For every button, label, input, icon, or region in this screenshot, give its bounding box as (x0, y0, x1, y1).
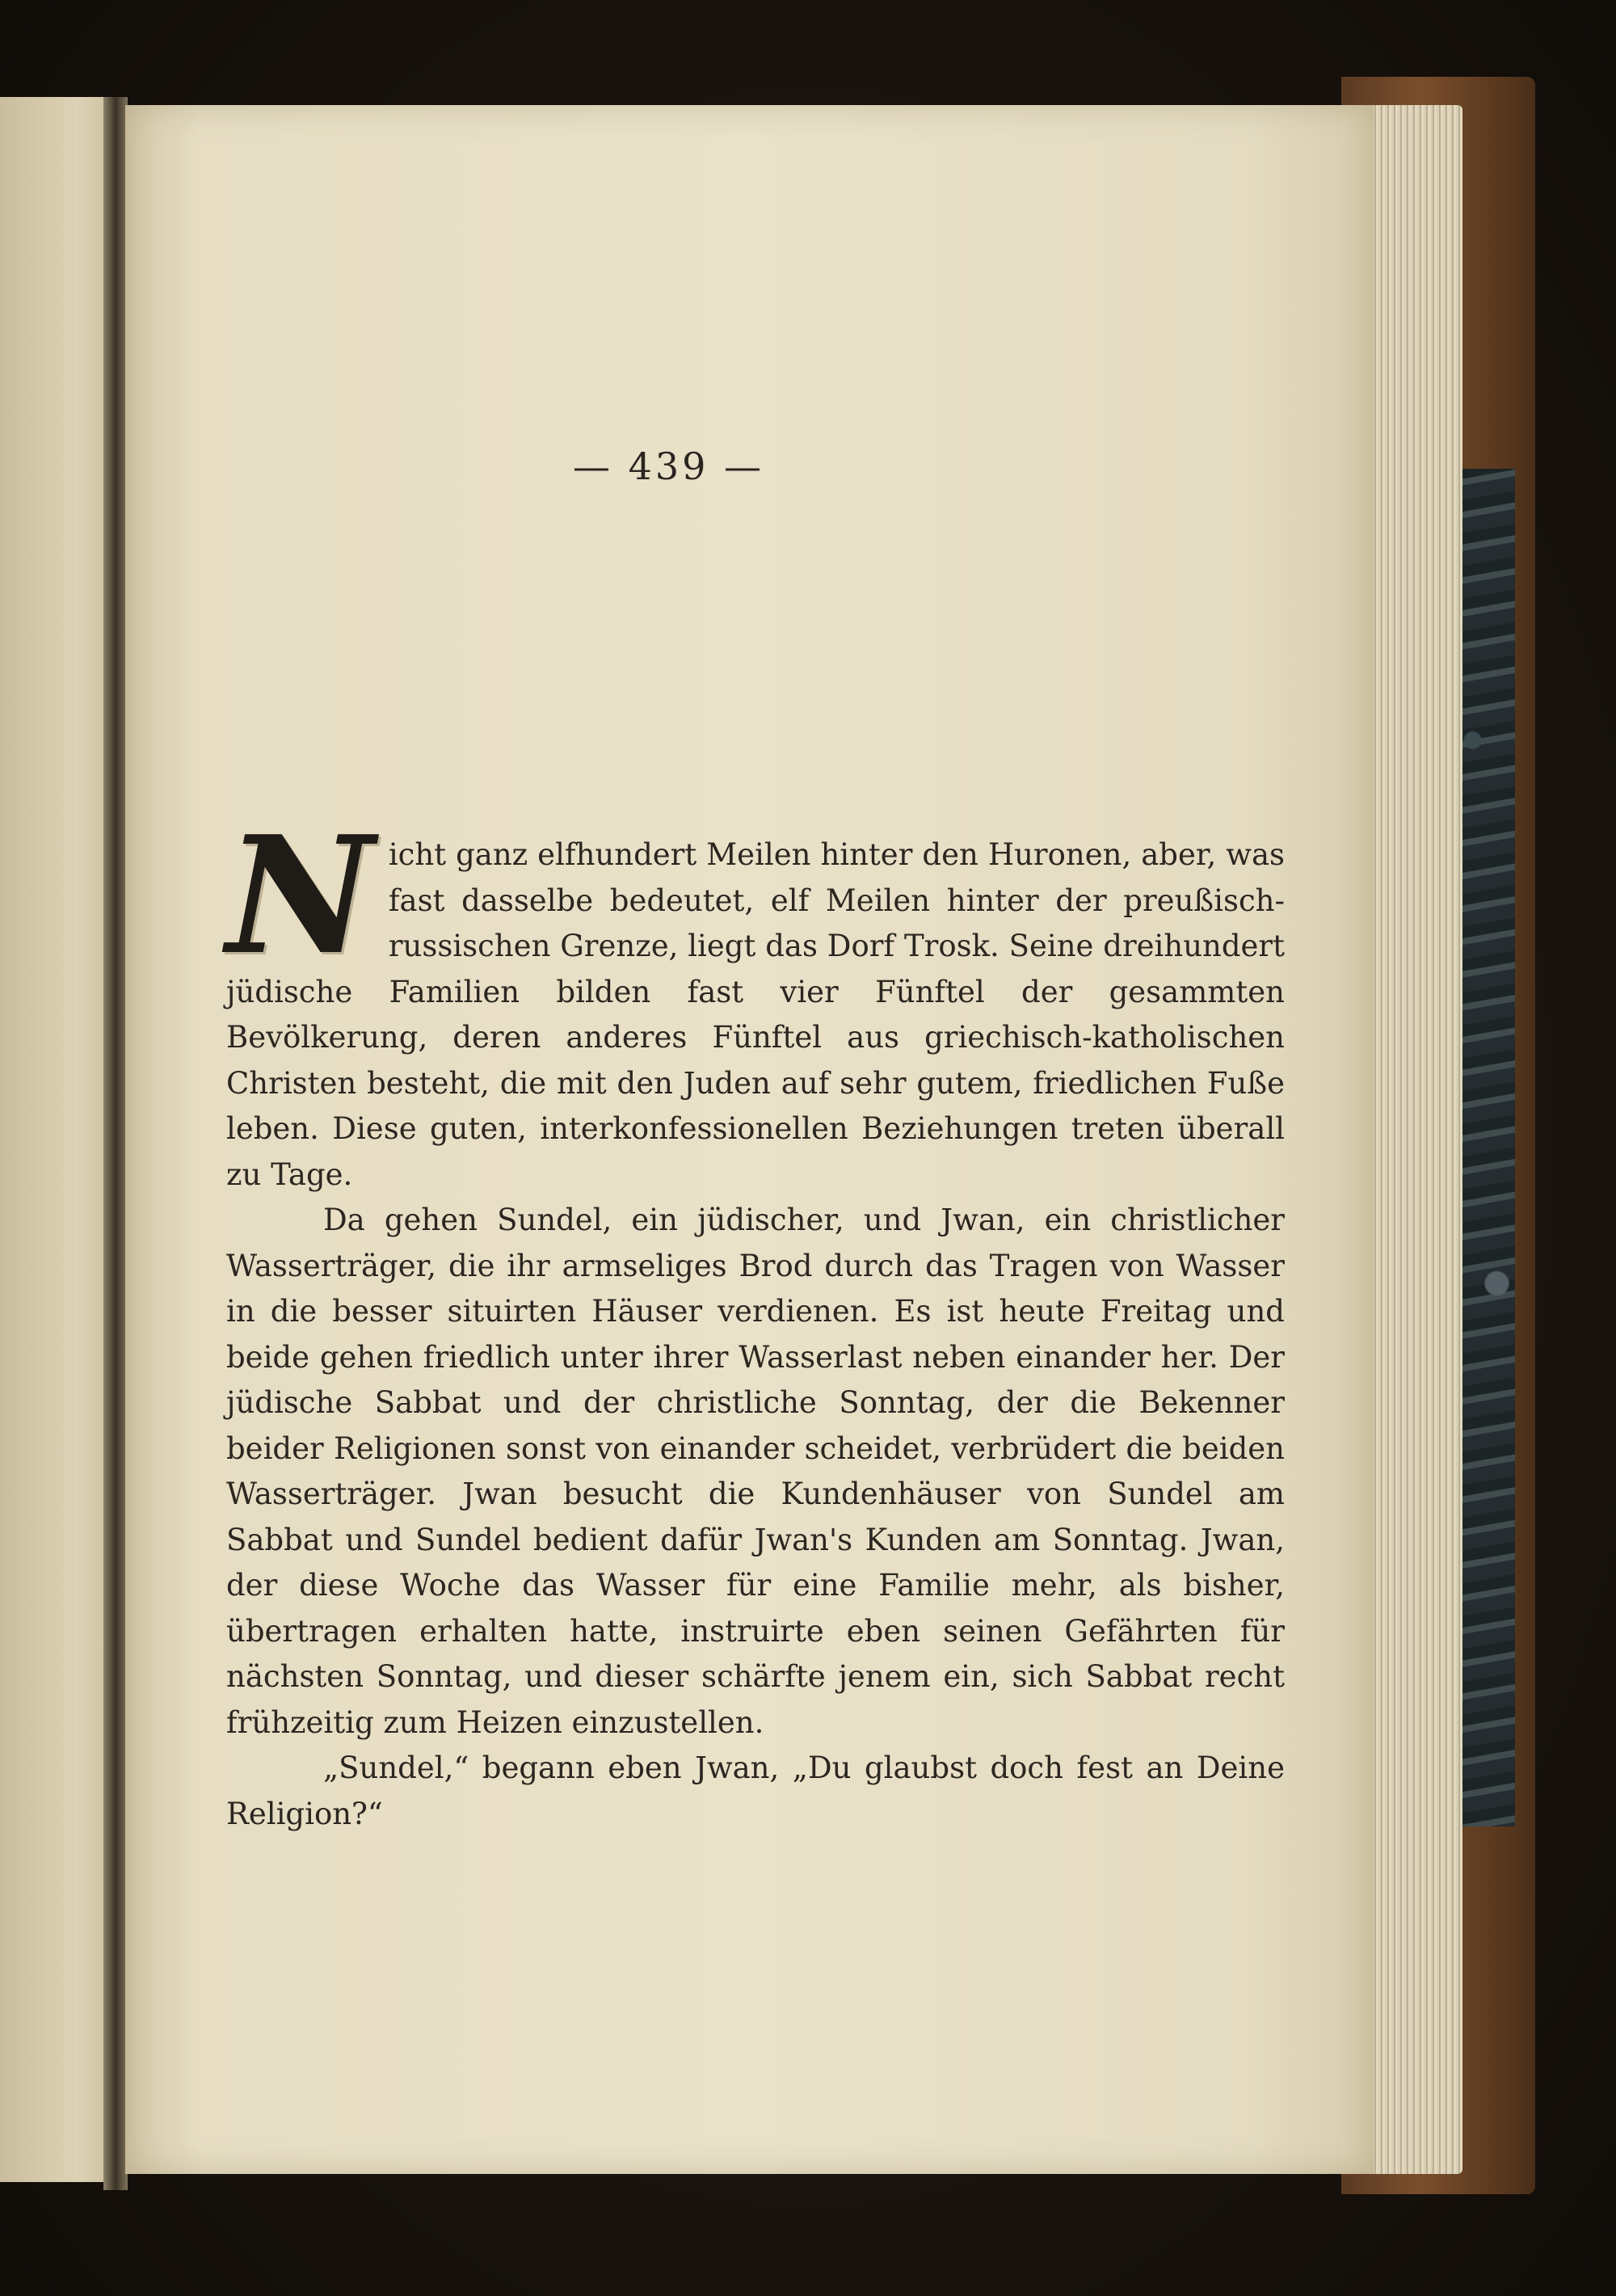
paragraph-2: Da gehen Sundel, ein jüdischer, und Jwan, ein christlicher Wasserträger, die ihr armseliges Brod durch das Tragen von Wasser in die besser situirten Häuser verdienen. Es ist heute Freitag und beide gehen friedlich unter ihrer Wasserlast neben einander her. Der jüdische Sabbat und der christliche Sonntag, der die Bekenner beider Religionen sonst von einander scheidet, verbrüdert die beiden Wasserträger. Jwan besucht die Kundenhäuser von Sundel am Sabbat und Sundel bedient dafür Jwan's Kunden am Sonntag. Jwan, der diese Woche das Wasser für eine Familie mehr, als bisher, übertragen erhalten hatte, instruirte eben seinen Gefährten für nächsten Sonntag, und dieser schärfte jenem ein, sich Sabbat recht frühzeitig zum Heizen einzustellen. (226, 1203, 1285, 1740)
book-page (125, 105, 1374, 2174)
paragraph-1-text: icht ganz elfhundert Meilen hinter den Huronen, aber, was fast dasselbe bedeutet, elf Meilen hinter der preußisch-russischen Grenze, liegt das Dorf Trosk. Seine dreihundert jüdische Familien bilden fast vier Fünftel der gesammten Bevölkerung, deren anderes Fünftel aus griechisch-katholischen Christen besteht, die mit den Juden auf sehr gutem, friedlichen Fuße leben. Diese guten, interkonfessionellen Beziehungen treten überall zu Tage. (226, 837, 1285, 1192)
book-gutter (103, 97, 128, 2190)
marbled-cover-edge (1454, 469, 1515, 1826)
paragraph-3: „Sundel,“ begann eben Jwan, „Du glaubst doch fest an Deine Religion?“ (226, 1750, 1285, 1831)
page-edges (1366, 105, 1462, 2174)
page-number: — 439 — (572, 444, 765, 488)
drop-cap: N (226, 801, 374, 991)
left-facing-page (0, 97, 109, 2182)
paragraph-1 (226, 801, 1285, 1198)
body-text (226, 801, 1285, 1837)
